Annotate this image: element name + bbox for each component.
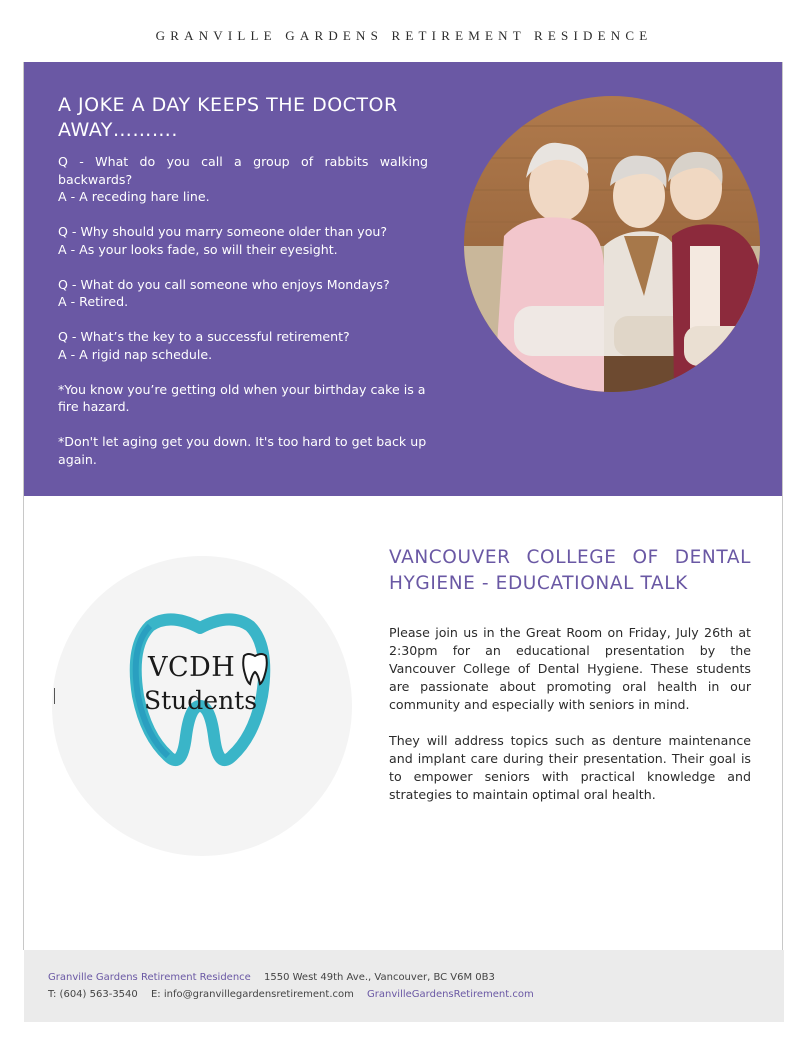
joke-item [58, 276, 428, 311]
jokes-title: A JOKE A DAY KEEPS THE DOCTOR AWAY………. [58, 94, 398, 141]
footer-phone[interactable]: T: (604) 563-3540 [48, 989, 138, 1000]
joke-quip: *Don't let aging get you down. It's too hard to get back up again. [58, 434, 427, 467]
talk-title: VANCOUVER COLLEGE OF DENTAL HYGIENE - EDUCATIONAL TALK [389, 547, 751, 594]
jokes-list [58, 153, 428, 486]
footer-line-2 [48, 989, 534, 1000]
joke-answer: A - Retired. [58, 294, 129, 309]
joke-item [58, 328, 428, 363]
seniors-photo [464, 96, 760, 392]
joke-item [58, 153, 428, 206]
talk-body [389, 624, 751, 822]
joke-answer: A - A receding hare line. [58, 189, 210, 204]
logo-line-1: VCDH [148, 652, 236, 683]
footer-email[interactable]: E: info@granvillegardensretirement.com [150, 989, 354, 1000]
footer-residence-name: Granville Gardens Retirement Residence [48, 972, 251, 983]
joke-answer: A - As your looks fade, so will their eyesight. [58, 241, 338, 257]
joke-question: Q - What’s the key to a successful retirement? [58, 329, 350, 344]
joke-quip: *You know you’re getting old when your birthday cake is a fire hazard. [58, 381, 426, 414]
footer [24, 950, 784, 1022]
joke-item [58, 223, 428, 258]
talk-paragraph: Please join us in the Great Room on Friday, July 26th at 2:30pm for an educational presentation by the Vancouver College of Dental Hygiene. These students are passionate about promoting oral health in our community and especially with seniors in mind. [389, 625, 751, 712]
talk-paragraph: They will address topics such as denture maintenance and implant care during their presentation. Their goal is to empower seniors with practical knowledge and strategies to maintain optimal oral health. [389, 733, 751, 802]
residence-header: GRANVILLE GARDENS RETIREMENT RESIDENCE [155, 28, 653, 43]
joke-question: Q - What do you call someone who enjoys Mondays? [58, 276, 390, 292]
footer-website-link[interactable]: GranvilleGardensRetirement.com [367, 989, 534, 1000]
footer-address: 1550 West 49th Ave., Vancouver, BC V6M 0B3 [264, 972, 495, 983]
joke-question: Q - Why should you marry someone older than you? [58, 224, 388, 239]
small-tooth-icon [240, 650, 270, 686]
joke-answer: A - A rigid nap schedule. [58, 346, 213, 362]
joke-question: Q - What do you call a group of rabbits walking backwards? [58, 154, 428, 187]
footer-line-1 [48, 972, 495, 983]
divider-mark [54, 688, 55, 704]
logo-line-2: Students [144, 686, 258, 715]
